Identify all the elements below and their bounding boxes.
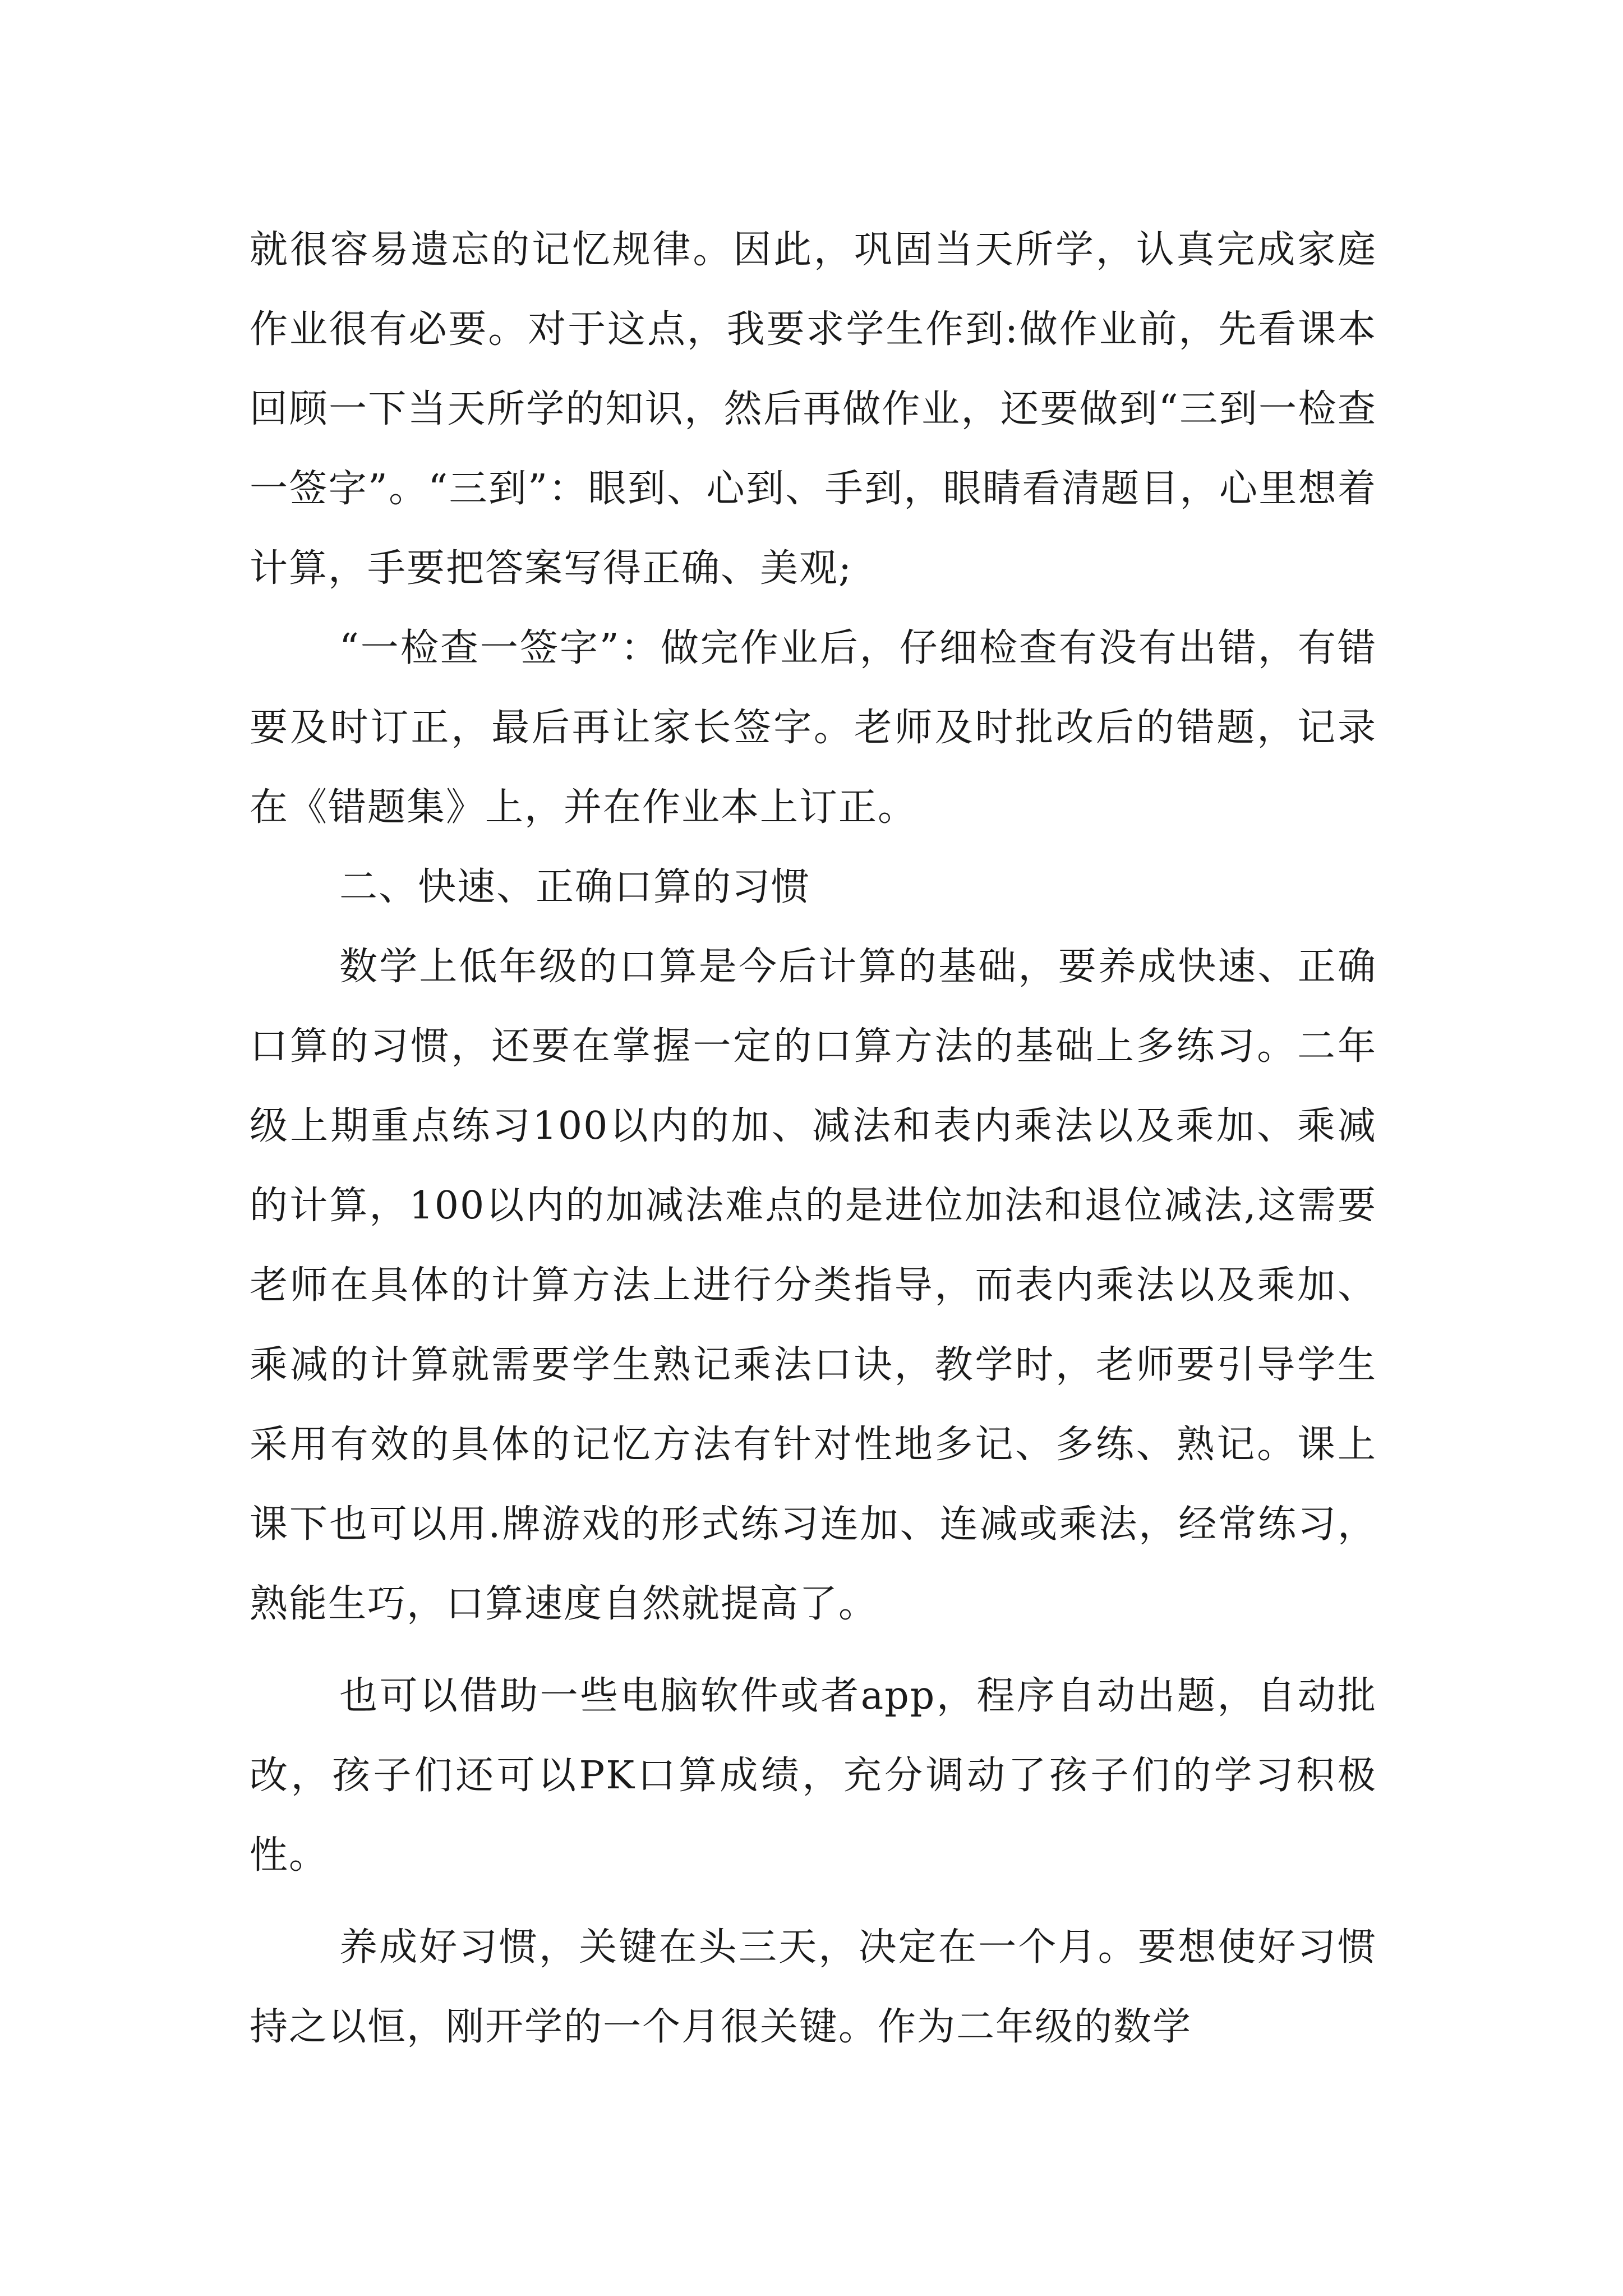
paragraph-homework-rules: 就很容易遗忘的记忆规律。因此，巩固当天所学，认真完成家庭作业很有必要。对于这点，我要求学生作到:做作业前，先看课本回顾一下当天所学的知识，然后再做作业，还要做到“三到一检查一签字”。“三到”：眼到、心到、手到，眼睛看清题目，心里想着计算，手要把答案写得正确、美观; [250,228,1377,591]
document-body [250,210,1377,2067]
section-heading-mental-arithmetic: 二、快速、正确口算的习惯 [339,865,811,909]
paragraph-good-habits: 养成好习惯，关键在头三天，决定在一个月。要想使好习惯持之以恒，刚开学的一个月很关键。作为二年级的数学 [250,1925,1377,2049]
paragraph-mental-arithmetic: 数学上低年级的口算是今后计算的基础，要养成快速、正确口算的习惯，还要在掌握一定的口算方法的基础上多练习。二年级上期重点练习100以内的加、减法和表内乘法以及乘加、乘减的计算，100以内的加减法难点的是进位加法和退位减法,这需要老师在具体的计算方法上进行分类指导，而表内乘法以及乘加、乘减的计算就需要学生熟记乘法口诀，教学时，老师要引导学生采用有效的具体的记忆方法有针对性地多记、多练、熟记。课上课下也可以用.牌游戏的形式练习连加、连减或乘法，经常练习，熟能生巧，口算速度自然就提高了。 [250,945,1377,1626]
paragraph-check-and-sign: “一检查一签字”：做完作业后，仔细检查有没有出错，有错要及时订正，最后再让家长签字。老师及时批改后的错题，记录在《错题集》上，并在作业本上订正。 [250,626,1377,830]
paragraph-software-app: 也可以借助一些电脑软件或者app，程序自动出题，自动批改，孩子们还可以PK口算成绩，充分调动了孩子们的学习积极性。 [250,1674,1377,1878]
